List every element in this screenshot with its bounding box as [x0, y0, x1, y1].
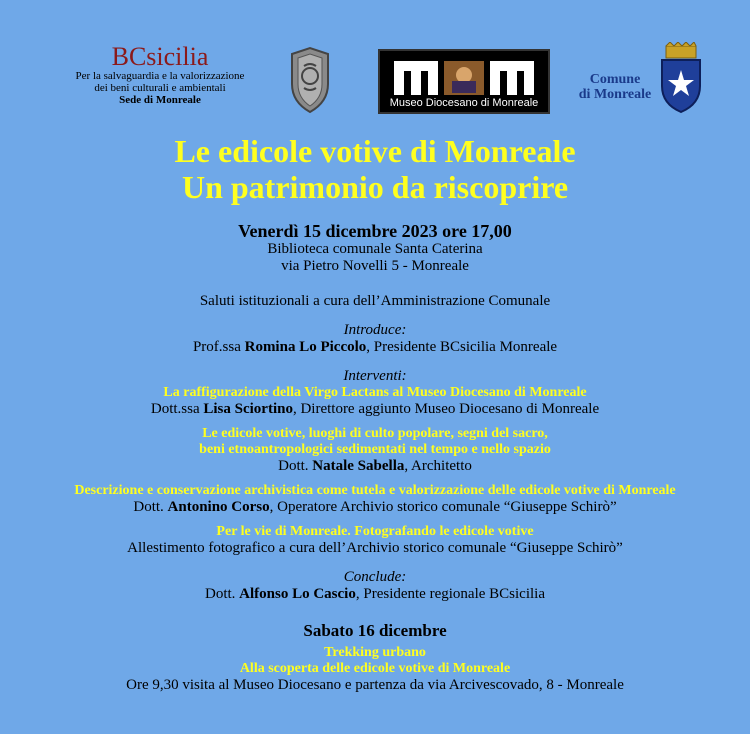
talk-3-role: , Operatore Archivio storico comunale “Giuseppe Schirò”: [269, 499, 617, 515]
talk-2-role: , Architetto: [404, 458, 472, 474]
talk-2-speaker: [0, 458, 750, 475]
crest-icon: [284, 44, 336, 116]
comune-line-2: di Monreale: [578, 87, 652, 102]
conclude-role: , Presidente regionale BCsicilia: [355, 586, 545, 602]
bcsicilia-tagline-1: Per la salvaguardia e la valorizzazione: [75, 70, 245, 82]
interventi-label: Interventi:: [343, 368, 407, 384]
conclude-speaker: [0, 586, 750, 603]
bcsicilia-brand-rest: sicilia: [146, 42, 209, 71]
saturday-line-1: Trekking urbano: [324, 645, 426, 660]
event-address: via Pietro Novelli 5 - Monreale: [281, 258, 469, 274]
talk-1-prefix: Dott.ssa: [150, 401, 204, 417]
talk-2-prefix: Dott.: [278, 458, 313, 474]
talk-3-prefix: Dott.: [133, 499, 168, 515]
event-date: Venerdì 15 dicembre 2023 ore 17,00: [238, 221, 512, 241]
talk-2-name: Natale Sabella: [312, 458, 405, 474]
museum-name: Museo Diocesano di Monreale: [389, 97, 539, 109]
talk-1-name: Lisa Sciortino: [203, 401, 293, 417]
intro-name: Romina Lo Piccolo: [244, 339, 367, 355]
museum-logo: [378, 49, 550, 114]
saturday-line-2: Alla scoperta delle edicole votive di Monreale: [239, 661, 511, 676]
logo-header: [0, 0, 750, 120]
greetings: Saluti istituzionali a cura dell’Amministrazione Comunale: [199, 293, 551, 309]
comune-label: [570, 72, 660, 102]
talk-3-title: Descrizione e conservazione archivistica come tutela e valorizzazione delle edicole votive di Monreale: [74, 483, 676, 498]
talk-2-title-line-1: Le edicole votive, luoghi di culto popolare, segni del sacro,: [202, 426, 548, 441]
intro-speaker: [0, 339, 750, 356]
conclude-label: Conclude:: [343, 569, 407, 585]
talk-2-title-line-2: beni etnoantropologici sedimentati nel tempo e nello spazio: [199, 442, 551, 457]
bcsicilia-brand-bc: BC: [111, 42, 147, 71]
event-title-line-1: Le edicole votive di Monreale: [174, 133, 576, 169]
talk-1-speaker: [0, 401, 750, 418]
talk-4-title: Per le vie di Monreale. Fotografando le edicole votive: [216, 524, 534, 539]
talk-1-role: , Direttore aggiunto Museo Diocesano di Monreale: [292, 401, 600, 417]
saturday-date: Sabato 16 dicembre: [303, 621, 447, 640]
event-venue: Biblioteca comunale Santa Caterina: [267, 241, 483, 257]
bcsicilia-seat: Sede di Monreale: [119, 94, 201, 106]
bcsicilia-tagline-2: dei beni culturali e ambientali: [94, 82, 226, 94]
intro-prefix: Prof.ssa: [192, 339, 245, 355]
comune-line-1: Comune: [589, 72, 641, 87]
museum-m-icon: [380, 55, 548, 99]
conclude-prefix: Dott.: [205, 586, 240, 602]
intro-role: , Presidente BCsicilia Monreale: [366, 339, 558, 355]
announcement-body: [0, 133, 750, 694]
conclude-name: Alfonso Lo Cascio: [239, 586, 356, 602]
bcsicilia-logo: [60, 44, 260, 106]
intro-label: Introduce:: [343, 322, 407, 338]
bcsicilia-brand: [60, 44, 260, 70]
monreale-shield-icon: [656, 42, 706, 114]
event-title-line-2: Un patrimonio da riscoprire: [181, 169, 569, 205]
talk-4-description: Allestimento fotografico a cura dell’Archivio storico comunale “Giuseppe Schirò”: [127, 540, 623, 556]
saturday-details: Ore 9,30 visita al Museo Diocesano e partenza da via Arcivescovado, 8 - Monreale: [126, 677, 624, 693]
talk-1-title: La raffigurazione della Virgo Lactans al Museo Diocesano di Monreale: [163, 385, 587, 400]
talk-3-name: Antonino Corso: [167, 499, 270, 515]
talk-3-speaker: [0, 499, 750, 516]
